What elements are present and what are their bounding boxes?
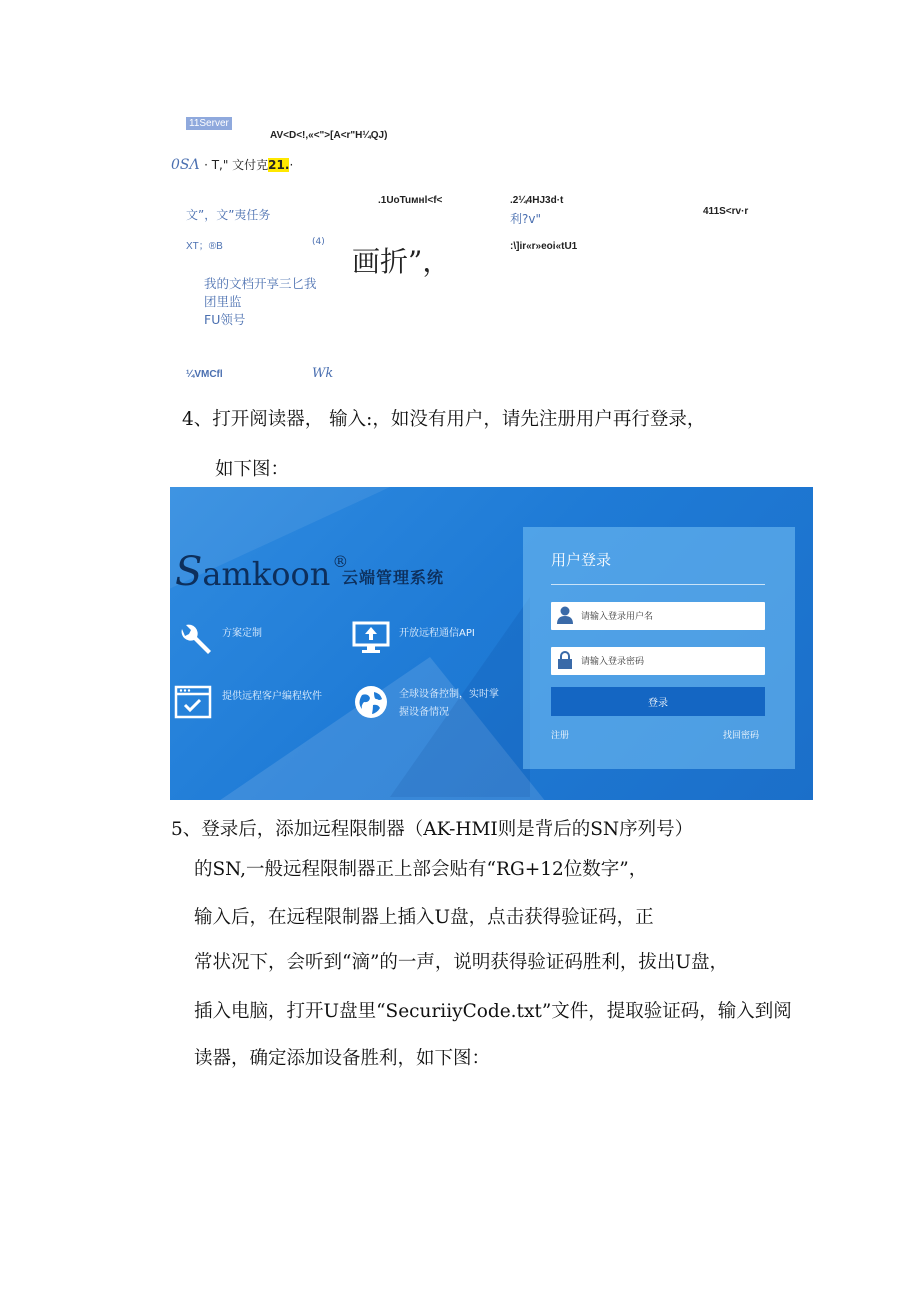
step5-line6: 读器，确定添加设备胜利，如下图：	[194, 1048, 491, 1069]
password-field[interactable]	[551, 647, 765, 675]
forgot-password-link[interactable]: 找回密码	[723, 731, 760, 741]
fragment-col3: 411S<rv·r	[703, 206, 749, 217]
step5-line4: 常状况下，会听到“滴”的一声，说明获得验证码胜利，拔出U盘，	[194, 952, 729, 973]
feature-global-line2: 握设备情况	[399, 707, 449, 718]
monitor-upload-icon	[352, 619, 390, 659]
feature-remote-software: 提供远程客户编程软件	[222, 691, 322, 702]
login-panel-title: 用户登录	[551, 551, 612, 569]
fragment-line2	[171, 156, 293, 173]
system-name: 云端管理系统	[342, 568, 445, 587]
fragment-list-item: 我的文档开享三匕我	[204, 276, 317, 291]
fragment-list-item: 团里监	[204, 294, 242, 309]
login-panel	[523, 527, 795, 769]
register-link[interactable]: 注册	[551, 731, 570, 741]
username-field[interactable]	[551, 602, 765, 630]
wrench-icon	[176, 621, 214, 663]
username-input[interactable]	[579, 606, 763, 628]
step5-line5: 插入电脑，打开U盘里“SecuriiyCode.txt”文件，提取验证码，输入到阅	[194, 1001, 792, 1022]
fragment-line2-highlight: 21.	[268, 158, 290, 172]
step5-line1: 5、登录后，添加远程限制器（AK-HMI则是背后的SN序列号）	[171, 819, 694, 840]
fragment-menu2: XT；®B	[186, 241, 223, 252]
step5-line3: 输入后，在远程限制器上插入U盘，点击获得验证码，正	[194, 907, 654, 928]
user-icon	[557, 606, 573, 624]
fragment-num4: (4)	[312, 237, 325, 247]
feature-custom: 方案定制	[222, 628, 262, 639]
password-input[interactable]	[579, 651, 763, 673]
fragment-line2-suffix: ·	[289, 158, 294, 172]
fragment-foot2: Wk	[312, 366, 334, 381]
feature-open-api: 开放远程通信API	[399, 628, 475, 639]
fragment-line2-prefix: 0SΛ	[171, 157, 200, 173]
fragment-list-item: FU领号	[204, 312, 246, 327]
fragment-big-text: 画折”，	[352, 245, 451, 278]
login-button[interactable]: 登录	[551, 687, 765, 716]
lock-icon	[557, 651, 573, 669]
fragment-list	[204, 275, 317, 329]
step5-line2: 的SN,一般远程限制器正上部会贴有“RG+12位数字”，	[194, 859, 648, 880]
logo-registered: ®	[332, 552, 349, 571]
fragment-col1: .1UoTuмнl<f<	[378, 195, 443, 206]
fragment-foot1: ¼VMCfl	[186, 369, 223, 380]
step4-line2: 如下图：	[215, 459, 290, 480]
fragment-menu1: 文”，文”夷任务	[186, 208, 271, 222]
fragment-col2a: .2¼4HJ3d·t	[510, 195, 564, 206]
fragment-col2c: :\]ir«r»eoi«tU1	[510, 241, 578, 252]
logo-text: amkoon	[202, 555, 331, 593]
fragment-line2-mid: · T," 文付克	[204, 158, 269, 172]
login-panel-divider	[551, 584, 765, 585]
fragment-col2b: 利?v"	[510, 212, 541, 226]
fragment-line1: AV<D<!,«<">[A<r"H¼QJ)	[270, 130, 388, 141]
globe-icon	[352, 683, 390, 725]
feature-global-control	[399, 686, 499, 722]
login-screenshot	[170, 487, 813, 800]
step4-line1: 4、打开阅读器， 输入:，如没有用户，请先注册用户再行登录，	[182, 409, 706, 430]
logo-s: S	[175, 549, 203, 595]
samkoon-logo	[175, 549, 348, 595]
feature-global-line1: 全球设备控制，实时掌	[399, 689, 499, 700]
browser-check-icon	[174, 685, 212, 723]
server-badge: 11Server	[186, 117, 232, 130]
